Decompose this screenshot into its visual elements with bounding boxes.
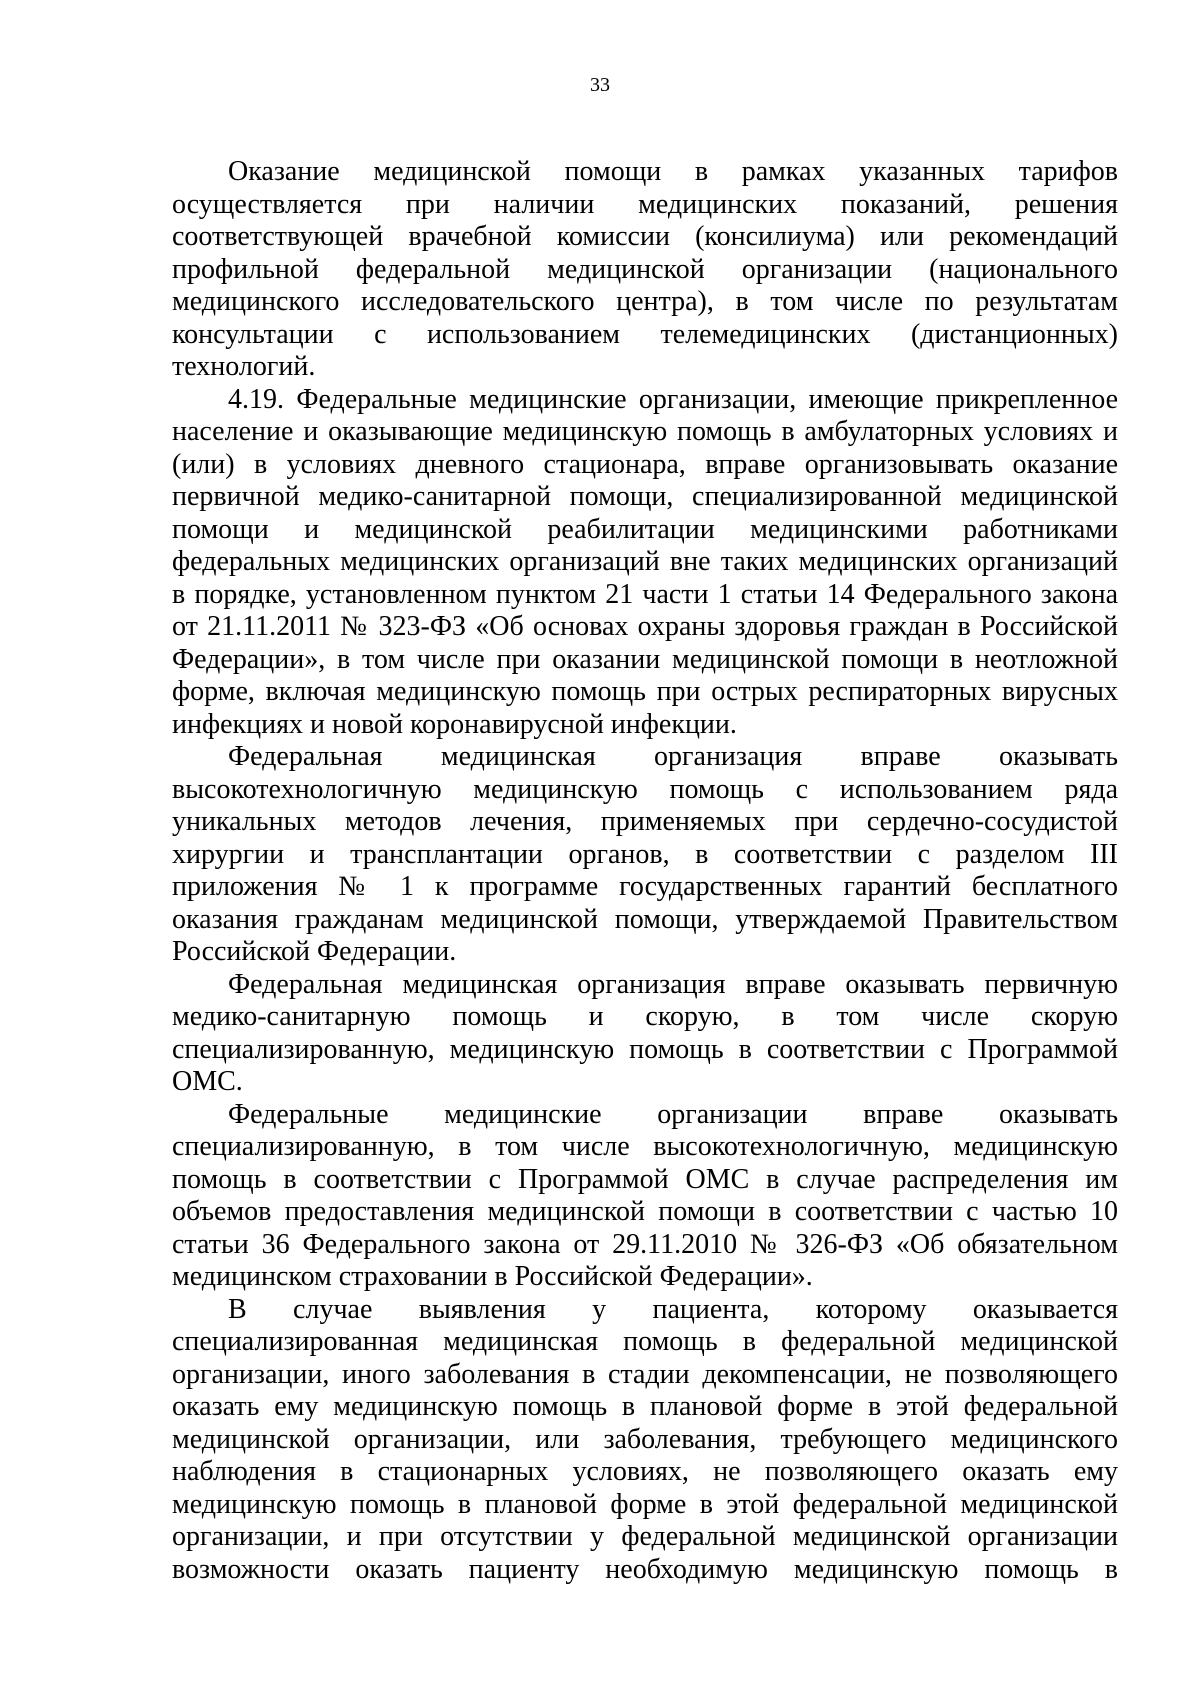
page-number: 33 bbox=[590, 74, 610, 96]
paragraph-primary-care: Федеральная медицинская организация вправе оказывать первичную медико-санитарную помощь и скорую, в том числе скорую специализированную, медицинскую помощь в соответствии с Программой ОМС. bbox=[172, 968, 1118, 1097]
body-text bbox=[172, 156, 1118, 1586]
paragraph-tariffs: Оказание медицинской помощи в рамках указанных тарифов осуществляется при наличии медицинских показаний, решения соответствующей врачебной комиссии (консилиума) или рекомендаций профильной федеральной медицинской организации (национального медицинского исследовательского центра), в том числе по результатам консультации с использованием телемедицинских (дистанционных) технологий. bbox=[172, 156, 1118, 382]
paragraph-high-tech-care: Федеральная медицинская организация вправе оказывать высокотехнологичную медицинскую помощь с использованием ряда уникальных методов лечения, применяемых при сердечно-сосудистой хирургии и трансплантации органов, в соответствии с разделом III приложения № 1 к программе государственных гарантий бесплатного оказания гражданам медицинской помощи, утверждаемой Правительством Российской Федерации. bbox=[172, 741, 1118, 967]
paragraph-4-19: 4.19. Федеральные медицинские организации, имеющие прикрепленное население и оказывающие медицинскую помощь в амбулаторных условиях и (или) в условиях дневного стационара, вправе организовывать оказание первичной медико-санитарной помощи, специализированной медицинской помощи и медицинской реабилитации медицинскими работниками федеральных медицинских организаций вне таких медицинских организаций в порядке, установленном пунктом 21 части 1 статьи 14 Федерального закона от 21.11.2011 № 323-ФЗ «Об основах охраны здоровья граждан в Российской Федерации», в том числе при оказании медицинской помощи в неотложной форме, включая медицинскую помощь при острых респираторных вирусных инфекциях и новой коронавирусной инфекции. bbox=[172, 383, 1118, 740]
paragraph-decompensation: В случае выявления у пациента, которому оказывается специализированная медицинская помощь в федеральной медицинской организации, иного заболевания в стадии декомпенсации, не позволяющего оказать ему медицинскую помощь в плановой форме в этой федеральной медицинской организации, или заболевания, требующего медицинского наблюдения в стационарных условиях, не позволяющего оказать ему медицинскую помощь в плановой форме в этой федеральной медицинской организации, и при отсутствии у федеральной медицинской организации возможности оказать пациенту необходимую медицинскую помощь в bbox=[172, 1293, 1118, 1585]
paragraph-specialized-care: Федеральные медицинские организации вправе оказывать специализированную, в том числе высокотехнологичную, медицинскую помощь в соответствии с Программой ОМС в случае распределения им объемов предоставления медицинской помощи в соответствии с частью 10 статьи 36 Федерального закона от 29.11.2010 № 326-ФЗ «Об обязательном медицинском страховании в Российской Федерации». bbox=[172, 1098, 1118, 1292]
